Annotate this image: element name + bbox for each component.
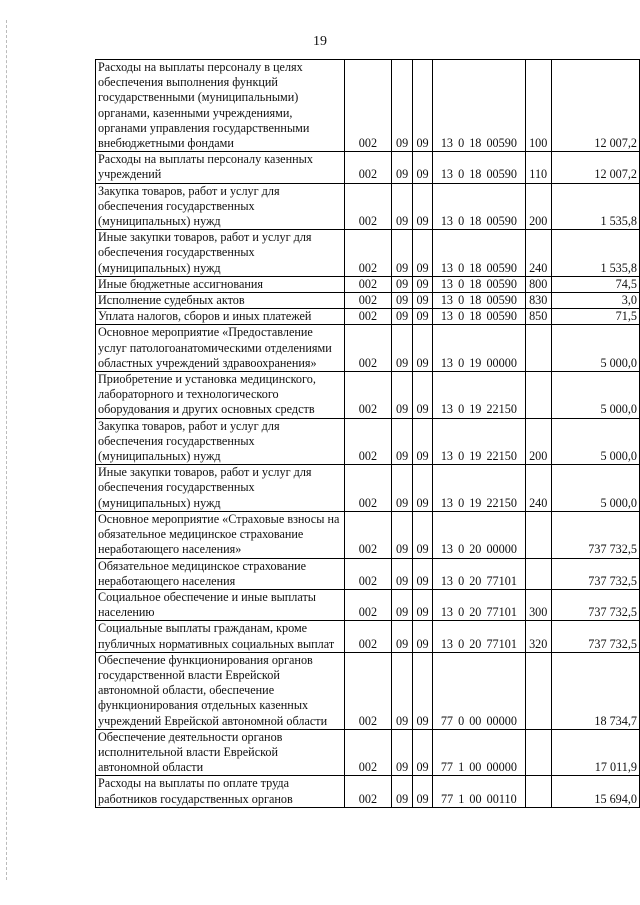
row-name: Расходы на выплаты персоналу казенных учреждений [96,152,345,183]
expense-type-code [525,729,551,776]
target-article-code: 13 0 18 00590 [433,293,526,309]
grbs-code: 002 [344,558,391,589]
row-name: Уплата налогов, сборов и иных платежей [96,309,345,325]
amount: 1 535,8 [551,183,639,230]
section-code: 09 [392,589,413,620]
subsection-code: 09 [413,621,433,652]
subsection-code: 09 [413,183,433,230]
table-row [96,652,640,729]
expense-type-code [525,558,551,589]
grbs-code: 002 [344,325,391,372]
section-code: 09 [392,372,413,419]
table-row [96,511,640,558]
amount: 12 007,2 [551,60,639,152]
subsection-code: 09 [413,276,433,292]
section-code: 09 [392,729,413,776]
row-name: Обязательное медицинское страхование неработающего населения [96,558,345,589]
section-code: 09 [392,465,413,512]
row-name: Основное мероприятие «Предоставление услуг патологоанатомическими отделениями областных учреждений здравоохранения» [96,325,345,372]
budget-table-body [96,60,640,808]
expense-type-code: 830 [525,293,551,309]
subsection-code: 09 [413,589,433,620]
expense-type-code: 300 [525,589,551,620]
table-row [96,293,640,309]
target-article-code: 13 0 19 22150 [433,465,526,512]
target-article-code: 13 0 18 00590 [433,276,526,292]
expense-type-code: 800 [525,276,551,292]
row-name: Расходы на выплаты по оплате труда работников государственных органов [96,776,345,807]
target-article-code: 13 0 20 77101 [433,621,526,652]
section-code: 09 [392,230,413,277]
table-row [96,152,640,183]
grbs-code: 002 [344,230,391,277]
section-code: 09 [392,276,413,292]
amount: 737 732,5 [551,558,639,589]
table-row [96,309,640,325]
section-code: 09 [392,325,413,372]
grbs-code: 002 [344,309,391,325]
section-code: 09 [392,152,413,183]
amount: 5 000,0 [551,372,639,419]
expense-type-code: 100 [525,60,551,152]
table-row [96,276,640,292]
amount: 3,0 [551,293,639,309]
table-row [96,418,640,465]
expense-type-code [525,372,551,419]
section-code: 09 [392,511,413,558]
target-article-code: 77 0 00 00000 [433,652,526,729]
table-row [96,230,640,277]
target-article-code: 77 1 00 00110 [433,776,526,807]
table-row [96,589,640,620]
grbs-code: 002 [344,183,391,230]
expense-type-code: 320 [525,621,551,652]
amount: 737 732,5 [551,511,639,558]
grbs-code: 002 [344,465,391,512]
table-row [96,183,640,230]
expense-type-code [525,652,551,729]
table-row [96,372,640,419]
expense-type-code [525,511,551,558]
subsection-code: 09 [413,309,433,325]
expense-type-code: 240 [525,465,551,512]
subsection-code: 09 [413,372,433,419]
subsection-code: 09 [413,293,433,309]
subsection-code: 09 [413,325,433,372]
budget-table [95,59,640,808]
row-name: Обеспечение функционирования органов государственной власти Еврейской автономной области, обеспечение функционирования отдельных казенных учреждений Еврейской автономной области [96,652,345,729]
row-name: Приобретение и установка медицинского, лабораторного и технологического оборудования и других основных средств [96,372,345,419]
target-article-code: 13 0 19 22150 [433,372,526,419]
subsection-code: 09 [413,60,433,152]
grbs-code: 002 [344,511,391,558]
section-code: 09 [392,60,413,152]
grbs-code: 002 [344,276,391,292]
table-row [96,60,640,152]
target-article-code: 13 0 19 22150 [433,418,526,465]
grbs-code: 002 [344,418,391,465]
row-name: Социальные выплаты гражданам, кроме публичных нормативных социальных выплат [96,621,345,652]
table-row [96,776,640,807]
amount: 5 000,0 [551,418,639,465]
expense-type-code [525,325,551,372]
row-name: Социальное обеспечение и иные выплаты населению [96,589,345,620]
subsection-code: 09 [413,729,433,776]
subsection-code: 09 [413,776,433,807]
row-name: Иные закупки товаров, работ и услуг для обеспечения государственных (муниципальных) нужд [96,465,345,512]
subsection-code: 09 [413,152,433,183]
expense-type-code: 200 [525,183,551,230]
row-name: Основное мероприятие «Страховые взносы на обязательное медицинское страхование неработающего населения» [96,511,345,558]
target-article-code: 13 0 18 00590 [433,309,526,325]
table-row [96,729,640,776]
amount: 5 000,0 [551,325,639,372]
subsection-code: 09 [413,418,433,465]
subsection-code: 09 [413,230,433,277]
row-name: Закупка товаров, работ и услуг для обеспечения государственных (муниципальных) нужд [96,183,345,230]
section-code: 09 [392,293,413,309]
grbs-code: 002 [344,589,391,620]
amount: 1 535,8 [551,230,639,277]
row-name: Исполнение судебных актов [96,293,345,309]
grbs-code: 002 [344,652,391,729]
expense-type-code: 200 [525,418,551,465]
table-row [96,621,640,652]
section-code: 09 [392,309,413,325]
table-row [96,325,640,372]
subsection-code: 09 [413,465,433,512]
amount: 12 007,2 [551,152,639,183]
grbs-code: 002 [344,60,391,152]
expense-type-code: 240 [525,230,551,277]
target-article-code: 13 0 18 00590 [433,60,526,152]
section-code: 09 [392,418,413,465]
scan-edge-mark [6,20,8,880]
amount: 5 000,0 [551,465,639,512]
target-article-code: 77 1 00 00000 [433,729,526,776]
amount: 18 734,7 [551,652,639,729]
section-code: 09 [392,621,413,652]
target-article-code: 13 0 18 00590 [433,183,526,230]
subsection-code: 09 [413,558,433,589]
subsection-code: 09 [413,652,433,729]
amount: 15 694,0 [551,776,639,807]
amount: 71,5 [551,309,639,325]
section-code: 09 [392,558,413,589]
row-name: Обеспечение деятельности органов исполнительной власти Еврейской автономной области [96,729,345,776]
section-code: 09 [392,652,413,729]
subsection-code: 09 [413,511,433,558]
section-code: 09 [392,776,413,807]
amount: 737 732,5 [551,621,639,652]
grbs-code: 002 [344,293,391,309]
grbs-code: 002 [344,776,391,807]
expense-type-code: 850 [525,309,551,325]
section-code: 09 [392,183,413,230]
page-number: 19 [313,34,327,49]
table-row [96,465,640,512]
target-article-code: 13 0 20 77101 [433,558,526,589]
amount: 737 732,5 [551,589,639,620]
expense-type-code [525,776,551,807]
target-article-code: 13 0 20 00000 [433,511,526,558]
row-name: Иные бюджетные ассигнования [96,276,345,292]
grbs-code: 002 [344,621,391,652]
target-article-code: 13 0 18 00590 [433,152,526,183]
target-article-code: 13 0 20 77101 [433,589,526,620]
row-name: Закупка товаров, работ и услуг для обеспечения государственных (муниципальных) нужд [96,418,345,465]
grbs-code: 002 [344,729,391,776]
row-name: Расходы на выплаты персоналу в целях обеспечения выполнения функций государственными (муниципальными) органами, казенными учреждениями, органами управления государственными внебюджетными фондами [96,60,345,152]
expense-type-code: 110 [525,152,551,183]
amount: 17 011,9 [551,729,639,776]
amount: 74,5 [551,276,639,292]
row-name: Иные закупки товаров, работ и услуг для обеспечения государственных (муниципальных) нужд [96,230,345,277]
grbs-code: 002 [344,152,391,183]
table-row [96,558,640,589]
grbs-code: 002 [344,372,391,419]
target-article-code: 13 0 18 00590 [433,230,526,277]
target-article-code: 13 0 19 00000 [433,325,526,372]
